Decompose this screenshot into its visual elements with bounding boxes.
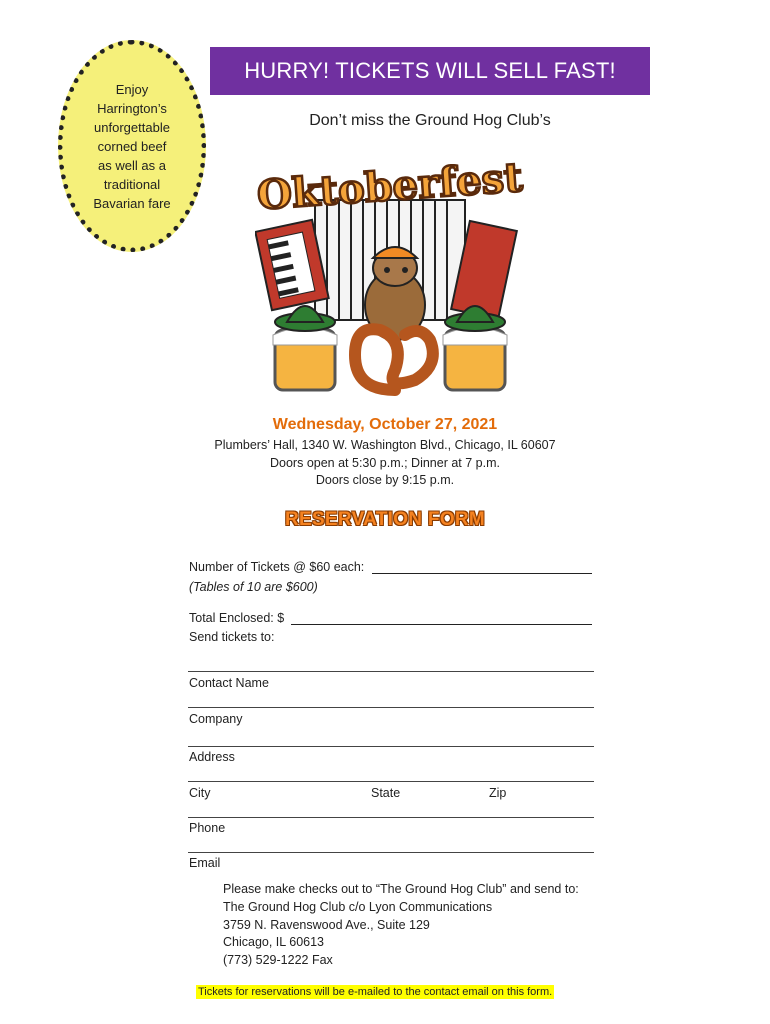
tickets-field[interactable]	[372, 573, 592, 574]
oktoberfest-logo	[255, 140, 525, 405]
pretzel-icon	[355, 329, 433, 390]
mailing-intro: Please make checks out to “The Ground Hog Club” and send to:	[223, 882, 579, 896]
mailing-line: 3759 N. Ravenswood Ave., Suite 129	[223, 918, 430, 932]
zip-label: Zip	[489, 786, 507, 800]
banner-text: HURRY! TICKETS WILL SELL FAST!	[244, 58, 616, 83]
event-venue: Plumbers’ Hall, 1340 W. Washington Blvd., Chicago, IL 60607	[214, 438, 556, 452]
company-field[interactable]	[188, 707, 594, 708]
tickets-label: Number of Tickets @ $60 each:	[189, 560, 365, 574]
state-label: State	[371, 786, 401, 800]
address-field[interactable]	[188, 746, 594, 747]
contact-name-label: Contact Name	[189, 676, 269, 690]
beer-mug-icon	[443, 328, 507, 391]
callout-ellipse	[58, 40, 206, 252]
email-field[interactable]	[188, 852, 594, 853]
phone-label: Phone	[189, 821, 226, 835]
hurry-banner	[210, 47, 650, 95]
subtitle: Don’t miss the Ground Hog Club’s	[309, 112, 551, 129]
callout-line: corned beef	[97, 138, 167, 154]
callout-line: unforgettable	[94, 119, 170, 135]
callout-line: Bavarian fare	[93, 195, 171, 211]
total-label: Total Enclosed: $	[189, 611, 285, 625]
callout-line: as well as a	[98, 157, 166, 173]
mailing-line: Chicago, IL 60613	[223, 935, 325, 949]
address-label: Address	[189, 750, 235, 764]
event-date: Wednesday, October 27, 2021	[272, 416, 498, 433]
mailing-line: The Ground Hog Club c/o Lyon Communications	[223, 900, 493, 914]
event-doors: Doors open at 5:30 p.m.; Dinner at 7 p.m.	[270, 456, 500, 470]
event-close: Doors close by 9:15 p.m.	[315, 473, 455, 487]
city-label: City	[189, 786, 211, 800]
callout-line: Harrington’s	[97, 100, 167, 116]
callout-line: Enjoy	[115, 81, 149, 97]
mailing-fax: (773) 529-1222 Fax	[223, 953, 333, 967]
logo-word: Oktoberfest	[255, 153, 525, 220]
company-label: Company	[189, 712, 243, 726]
email-label: Email	[189, 856, 221, 870]
callout-text	[82, 80, 182, 213]
send-label: Send tickets to:	[189, 630, 275, 644]
total-field[interactable]	[291, 624, 592, 625]
footer-note: Tickets for reservations will be e-mailed to the contact email on this form.	[198, 986, 553, 998]
tables-note: (Tables of 10 are $600)	[189, 580, 318, 594]
contact-name-field[interactable]	[188, 671, 594, 672]
beer-mug-icon	[273, 328, 337, 391]
phone-field[interactable]	[188, 817, 594, 818]
city-state-zip-field[interactable]	[188, 781, 594, 782]
form-title: RESERVATION FORM	[284, 509, 486, 530]
callout-line: traditional	[103, 176, 161, 192]
